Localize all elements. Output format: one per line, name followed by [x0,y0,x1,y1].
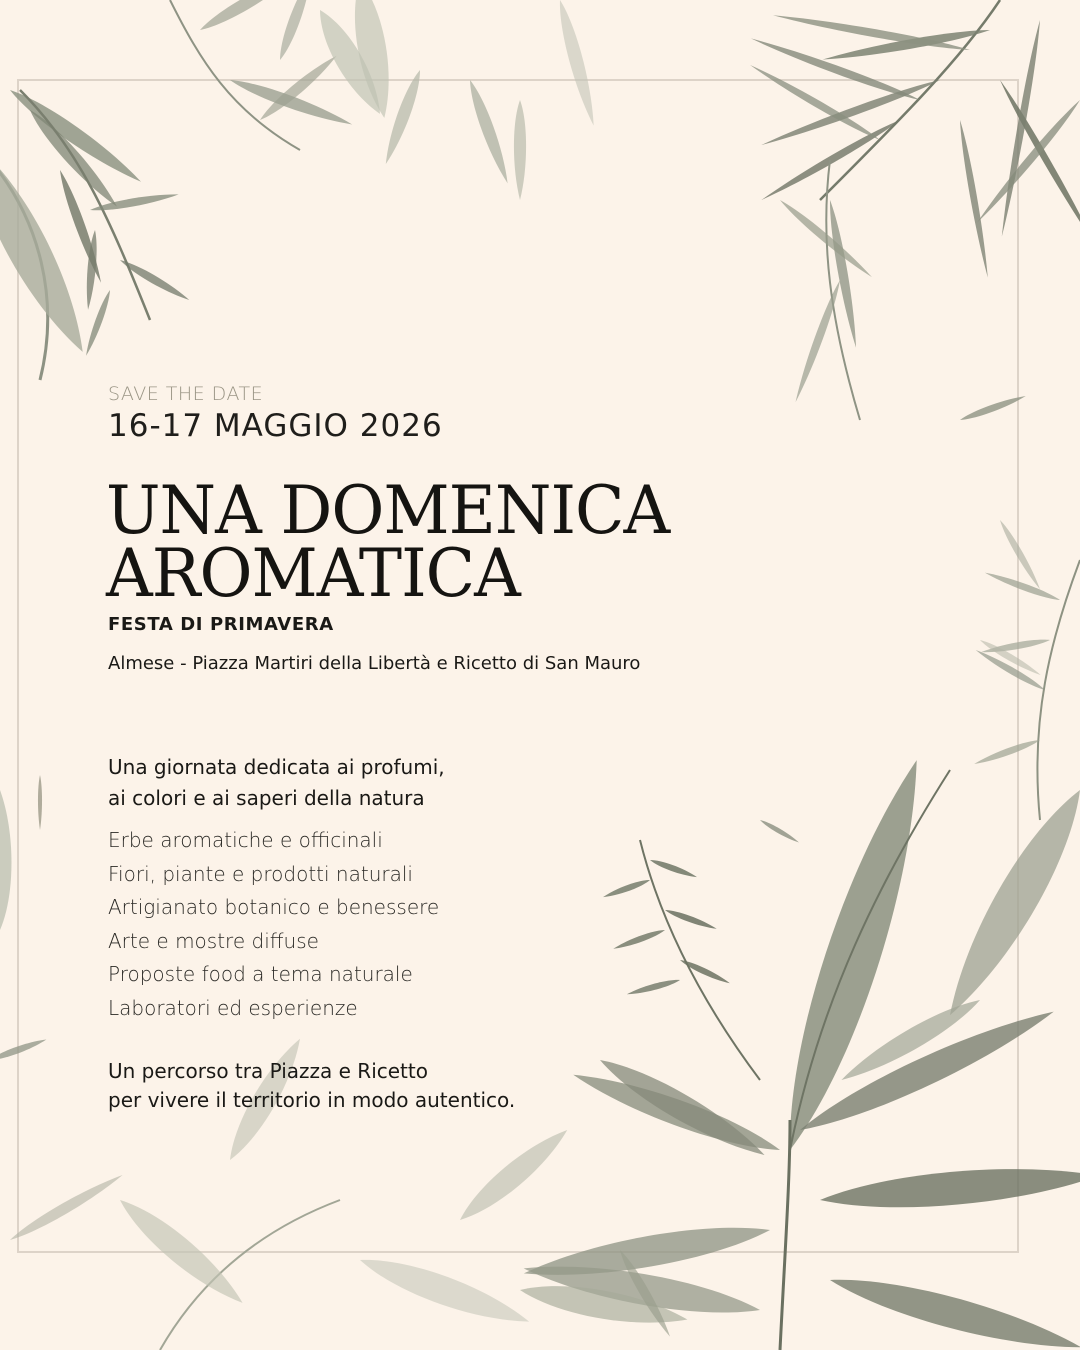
closing-text [108,1057,515,1115]
event-title-line-1: UNA DOMENICA [106,472,670,549]
save-the-date-label: SAVE THE DATE [108,383,264,405]
highlight-item: Fiori, piante e prodotti naturali [108,861,413,886]
bottom-right-foliage [521,752,1080,1350]
intro-line-2: ai colori e ai saperi della natura [108,786,425,810]
event-title-line-2: AROMATICA [106,535,520,612]
top-right-foliage [748,0,1080,423]
highlight-item: Artigianato botanico e benessere [108,895,440,920]
highlights-list [108,824,439,1026]
highlight-item: Laboratori ed esperienze [108,995,358,1020]
intro-line-1: Una giornata dedicata ai profumi, [108,755,445,779]
highlight-item: Arte e mostre diffuse [108,928,319,953]
right-foliage [973,518,1080,820]
closing-line-2: per vivere il territorio in modo autentico. [108,1088,516,1112]
event-date: 16-17 MAGGIO 2026 [108,408,443,444]
event-subtitle: FESTA DI PRIMAVERA [108,614,334,635]
highlight-item: Erbe aromatiche e officinali [108,828,383,852]
closing-line-1: Un percorso tra Piazza e Ricetto [108,1059,428,1083]
highlight-item: Proposte food a tema naturale [108,962,413,987]
intro-text [108,752,445,814]
event-location: Almese - Piazza Martiri della Libertà e Ricetto di San Mauro [108,653,641,674]
top-left-foliage [0,0,600,380]
